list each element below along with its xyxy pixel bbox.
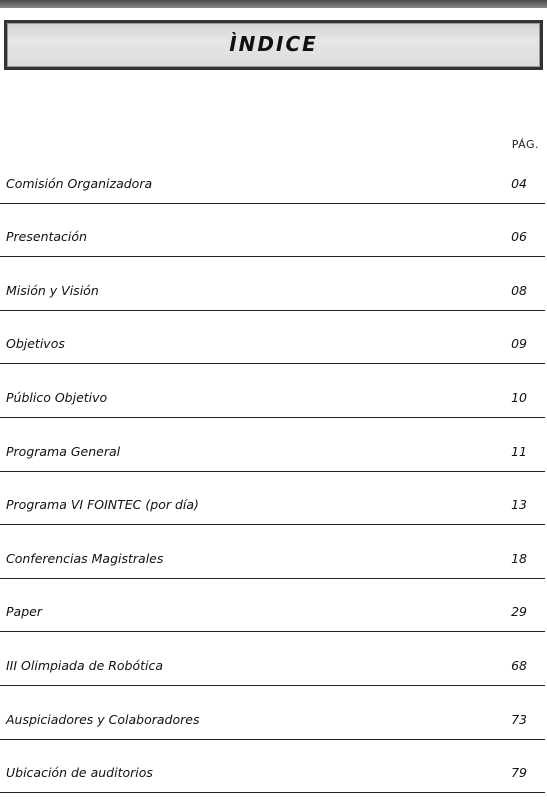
toc-item-presentacion[interactable] xyxy=(0,204,545,258)
toc-item-programa-general[interactable] xyxy=(0,418,545,472)
toc-item-conferencias-magistrales[interactable] xyxy=(0,525,545,579)
toc-item-label: Ubicación de auditorios xyxy=(6,765,153,781)
toc-item-page-number: 11 xyxy=(511,443,527,459)
toc-item-page-number: 09 xyxy=(511,336,527,352)
toc-item-page-number: 06 xyxy=(511,229,527,245)
toc-item-label: Presentación xyxy=(6,229,87,245)
toc-item-paper[interactable] xyxy=(0,579,545,633)
toc-item-label: Objetivos xyxy=(6,336,65,352)
toc-item-ubicacion-auditorios[interactable] xyxy=(0,740,545,794)
toc-item-page-number: 04 xyxy=(511,175,527,191)
toc-item-label: Público Objetivo xyxy=(6,389,108,405)
toc-item-objetivos[interactable] xyxy=(0,311,545,365)
toc-item-page-number: 13 xyxy=(511,497,527,513)
top-decorative-strip xyxy=(0,0,547,8)
toc-item-page-number: 73 xyxy=(511,711,527,727)
table-of-contents xyxy=(0,150,545,793)
toc-item-label: Programa VI FOINTEC (por día) xyxy=(6,497,199,513)
index-header-banner xyxy=(4,20,543,70)
toc-item-label: Comisión Organizadora xyxy=(6,175,153,191)
page-title: ÌNDICE xyxy=(229,32,318,56)
toc-item-page-number: 29 xyxy=(511,604,527,620)
toc-item-programa-fointec[interactable] xyxy=(0,472,545,526)
toc-item-label: III Olimpiada de Robótica xyxy=(6,657,164,673)
toc-item-page-number: 68 xyxy=(511,657,527,673)
toc-item-page-number: 08 xyxy=(511,282,527,298)
toc-item-label: Programa General xyxy=(6,443,121,459)
toc-item-page-number: 18 xyxy=(511,550,527,566)
toc-item-label: Conferencias Magistrales xyxy=(6,550,164,566)
toc-item-publico-objetivo[interactable] xyxy=(0,364,545,418)
toc-item-page-number: 10 xyxy=(511,389,527,405)
page-column-label: PÁG. xyxy=(511,138,539,151)
toc-item-label: Auspiciadores y Colaboradores xyxy=(6,711,200,727)
toc-item-label: Paper xyxy=(6,604,42,620)
toc-item-olimpiada-robotica[interactable] xyxy=(0,632,545,686)
toc-item-page-number: 79 xyxy=(511,765,527,781)
toc-item-auspiciadores[interactable] xyxy=(0,686,545,740)
toc-item-label: Misión y Visión xyxy=(6,282,99,298)
toc-item-comision-organizadora[interactable] xyxy=(0,150,545,204)
toc-item-mision-vision[interactable] xyxy=(0,257,545,311)
